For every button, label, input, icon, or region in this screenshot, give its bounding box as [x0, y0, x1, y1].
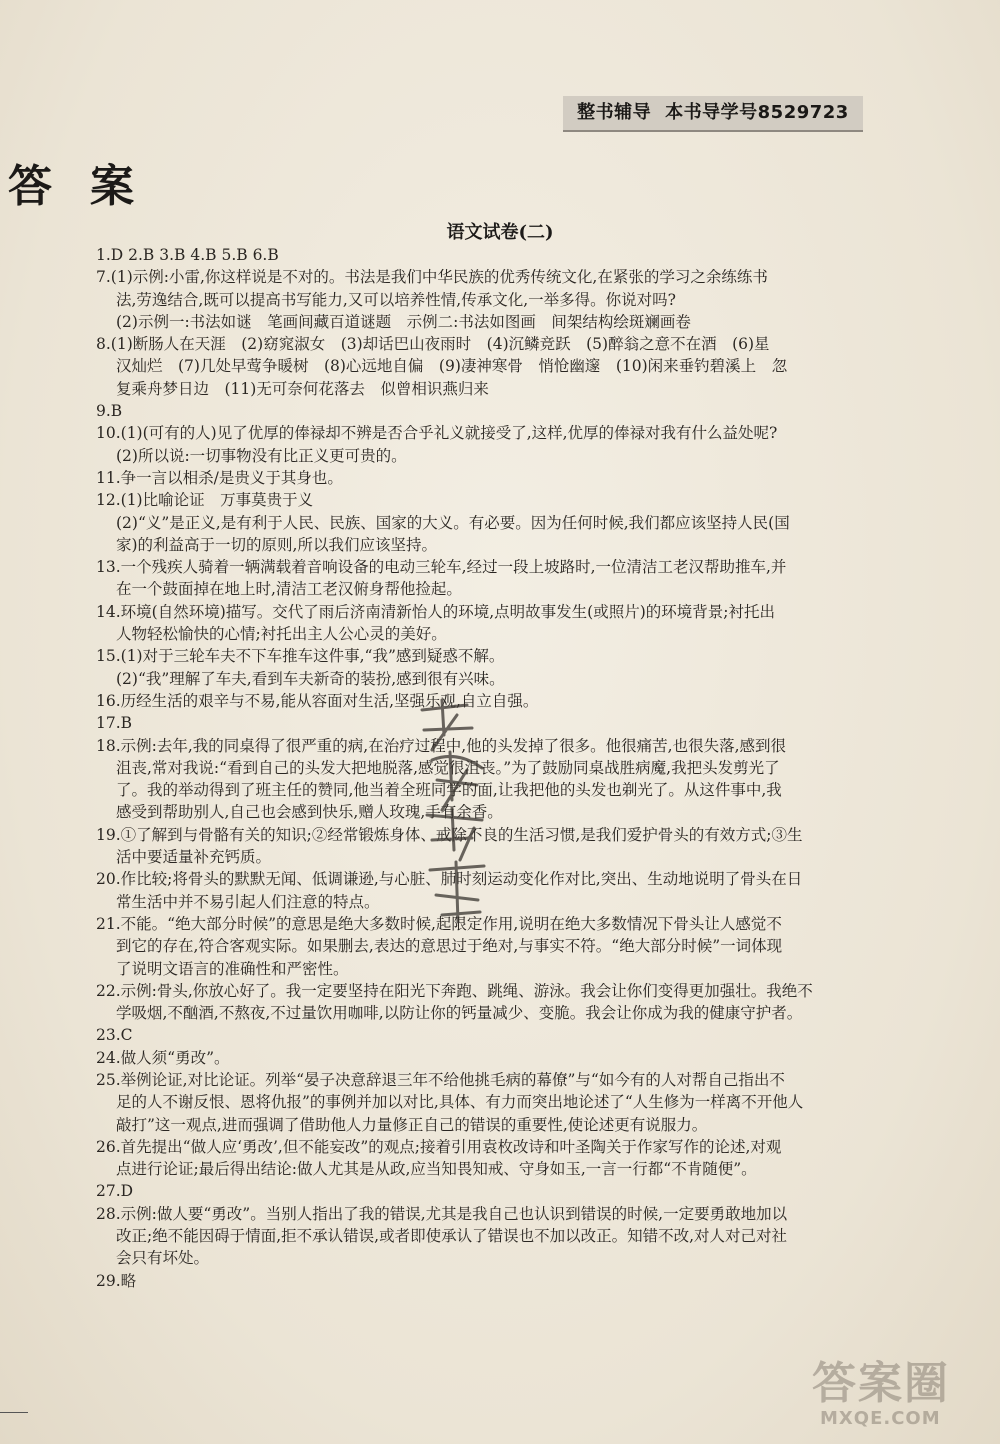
answer-line: 29.略 — [96, 1271, 137, 1290]
answer-line: 20.作比较;将骨头的默默无闻、低调谦逊,与心脏、肺时刻运动变化作对比,突出、生动地说明了骨头在日 — [96, 870, 803, 889]
answer-line: 8.(1)断肠人在天涯 (2)窈窕淑女 (3)却话巴山夜雨时 (4)沉鳞竞跃 (5)醉翁之意不在酒 (6)星 — [96, 335, 770, 354]
answer-line: 会只有坏处。 — [116, 1249, 210, 1268]
answer-line: (2)“义”是正义,是有利于人民、民族、国家的大义。有必要。因为任何时候,我们都应该坚持人民(国 — [116, 513, 790, 532]
answer-line: 到它的存在,符合客观实际。如果删去,表达的意思过于绝对,与事实不符。“绝大部分时候”一词体现 — [116, 937, 783, 956]
answer-line: 了说明文语言的准确性和严密性。 — [116, 959, 349, 978]
answer-line: 24.做人须“勇改”。 — [96, 1048, 230, 1067]
answer-line: 汉灿烂 (7)几处早莺争暖树 (8)心远地自偏 (9)凄神寒骨 悄怆幽邃 (10)闲来垂钓碧溪上 忽 — [116, 357, 788, 376]
answer-line: 10.(1)(可有的人)见了优厚的俸禄却不辨是否合乎礼义就接受了,这样,优厚的俸禄对我有什么益处呢? — [96, 424, 778, 443]
answer-line: 了。我的举动得到了班主任的赞同,他当着全班同学的面,让我把他的头发也剃光了。从这件事中,我 — [116, 781, 782, 800]
watermark — [812, 1360, 992, 1440]
answer-line: 足的人不谢反恨、恩将仇报”的事例并加以对比,具体、有力而突出地论述了“人生修为一样离不开他人 — [116, 1093, 804, 1112]
answer-line: (2)示例一:书法如谜 笔画间藏百道谜题 示例二:书法如图画 间架结构绘斑斓画卷 — [116, 312, 691, 331]
answer-line: (2)所以说:一切事物没有比正义更可贵的。 — [116, 446, 407, 465]
page-title: 答案 — [8, 161, 172, 212]
section-title: 语文试卷(二) — [446, 222, 554, 243]
answer-line: 27.D — [96, 1182, 134, 1201]
answer-line: 敲打”这一观点,进而强调了借助他人力量修正自己的错误的重要性,使论述更有说服力。 — [116, 1115, 708, 1134]
watermark-sub: MXQE.COM — [820, 1408, 941, 1429]
answer-line: 15.(1)对于三轮车夫不下车推车这件事,“我”感到疑惑不解。 — [96, 647, 505, 666]
answer-line: 26.首先提出“做人应‘勇改’,但不能妄改”的观点;接着引用袁枚改诗和叶圣陶关于作家写作的论述,对观 — [96, 1137, 782, 1156]
answer-line: 11.争一言以相杀/是贵义于其身也。 — [96, 468, 343, 487]
answer-line: 人物轻松愉快的心情;衬托出主人公心灵的美好。 — [116, 625, 447, 644]
answer-line: 12.(1)比喻论证 万事莫贵于义 — [96, 491, 314, 510]
answer-line: 7.(1)示例:小雷,你这样说是不对的。书法是我们中华民族的优秀传统文化,在紧张的学习之余练练书 — [96, 268, 768, 287]
answer-line: 复乘舟梦日边 (11)无可奈何花落去 似曾相识燕归来 — [116, 379, 489, 398]
answer-line: 21.不能。“绝大部分时候”的意思是绝大多数时候,起限定作用,说明在绝大多数情况下骨头让人感觉不 — [96, 914, 782, 933]
answer-line: 28.示例:做人要“勇改”。当别人指出了我的错误,尤其是我自己也认识到错误的时候,一定要勇敢地加以 — [96, 1204, 788, 1223]
answer-line: 9.B — [96, 402, 123, 421]
answer-line: 感受到帮助别人,自己也会感到快乐,赠人玫瑰,手有余香。 — [116, 803, 503, 822]
answer-line: 22.示例:骨头,你放心好了。我一定要坚持在阳光下奔跑、跳绳、游泳。我会让你们变得更加强壮。我绝不 — [96, 981, 813, 1000]
answer-line: 18.示例:去年,我的同桌得了很严重的病,在治疗过程中,他的头发掉了很多。他很痛苦,也很失落,感到很 — [96, 736, 787, 755]
answer-line: 点进行论证;最后得出结论:做人尤其是从政,应当知畏知戒、守身如玉,一言一行都“不肯随便”。 — [116, 1160, 757, 1179]
answer-line: 在一个鼓面掉在地上时,清洁工老汉俯身帮他捡起。 — [116, 580, 462, 599]
answer-line: 1.D 2.B 3.B 4.B 5.B 6.B — [96, 246, 279, 264]
answer-line: 17.B — [96, 714, 133, 733]
answer-line: 25.举例论证,对比论证。列举“晏子决意辞退三年不给他挑毛病的幕僚”与“如今有的人对帮自己指出不 — [96, 1070, 785, 1089]
answer-line: 沮丧,常对我说:“看到自己的头发大把地脱落,感觉很沮丧。”为了鼓励同桌战胜病魔,我把头发剪光了 — [116, 758, 780, 777]
answer-line: 家)的利益高于一切的原则,所以我们应该坚持。 — [116, 535, 437, 554]
answer-line: 13.一个残疾人骑着一辆满载着音响设备的电动三轮车,经过一段上坡路时,一位清洁工老汉帮助推车,并 — [96, 558, 787, 577]
answer-line: 法,劳逸结合,既可以提高书写能力,又可以培养性情,传承文化,一举多得。你说对吗? — [116, 290, 676, 309]
answer-line: 23.C — [96, 1026, 133, 1045]
answer-line: 14.环境(自然环境)描写。交代了雨后济南清新怡人的环境,点明故事发生(或照片)的环境背景;衬托出 — [96, 602, 775, 621]
answer-line: 活中要适量补充钙质。 — [116, 848, 272, 867]
answer-line: 学吸烟,不酗酒,不熬夜,不过量饮用咖啡,以防让你的钙量减少、变脆。我会让你成为我的健康守护者。 — [116, 1004, 803, 1023]
answer-line: 常生活中并不易引起人们注意的特点。 — [116, 892, 380, 911]
footer-divider — [0, 1412, 28, 1413]
answer-line: (2)“我”理解了车夫,看到车夫新奇的装扮,感到很有兴味。 — [116, 669, 505, 688]
answer-list — [96, 244, 866, 1292]
answer-line: 改正;绝不能因碍于情面,拒不承认错误,或者即使承认了错误也不加以改正。知错不改,对人对己对社 — [116, 1227, 788, 1246]
answer-line: 16.历经生活的艰辛与不易,能从容面对生活,坚强乐观,自立自强。 — [96, 691, 539, 710]
header-banner — [563, 96, 863, 132]
banner-right-label: 本书导学号8529723 — [665, 102, 849, 123]
watermark-main: 答案圈 — [812, 1358, 950, 1409]
answer-line: 19.①了解到与骨骼有关的知识;②经常锻炼身体、戒除不良的生活习惯,是我们爱护骨头的有效方式;③生 — [96, 825, 803, 844]
banner-left-label: 整书辅导 — [577, 102, 652, 123]
